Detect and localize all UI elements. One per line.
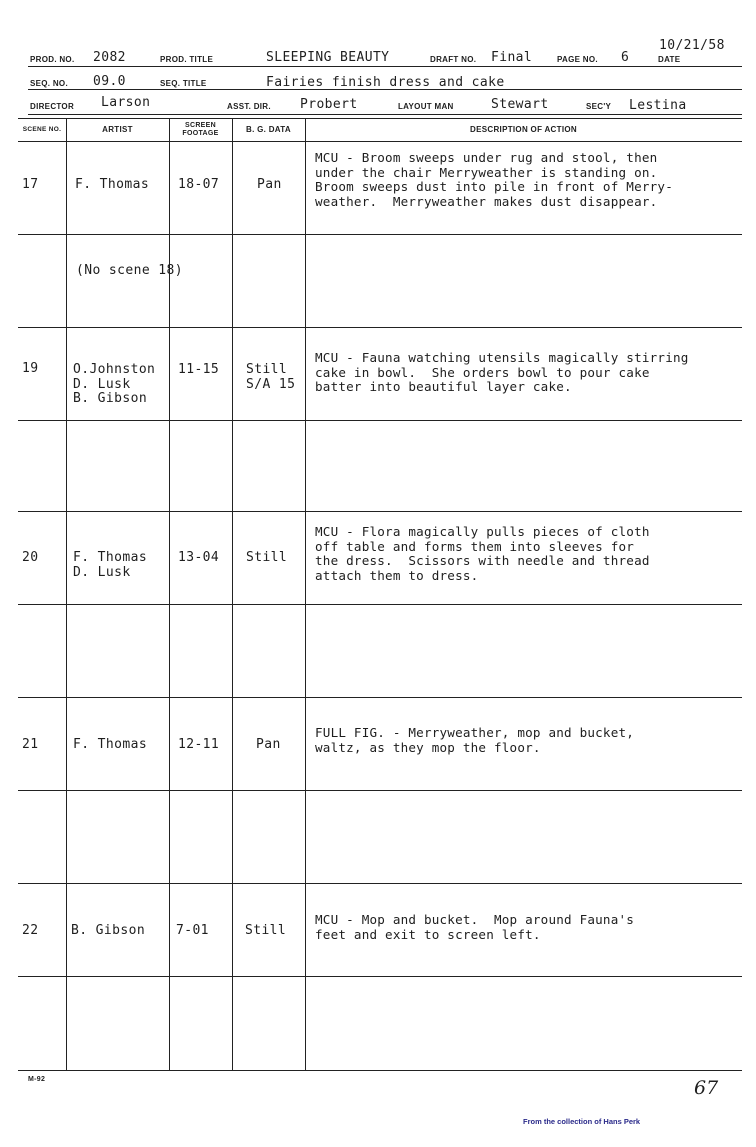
form-number: M-92 (28, 1076, 46, 1083)
artist: O.Johnston D. Lusk B. Gibson (73, 362, 156, 406)
rule-seq (28, 89, 742, 90)
asst-dir-label: ASST. DIR. (227, 102, 271, 111)
row-rule (18, 883, 742, 884)
asst-dir-value: Probert (300, 97, 358, 112)
draft-no-value: Final (491, 50, 533, 65)
bg-data: Still (245, 923, 287, 938)
row-rule (18, 790, 742, 791)
col-rule-2 (169, 118, 170, 1070)
rule-prod (28, 66, 742, 67)
description: FULL FIG. - Merryweather, mop and bucket, waltz, as they mop the floor. (315, 725, 635, 755)
artist: B. Gibson (71, 923, 146, 938)
row-rule (18, 697, 742, 698)
scene-number: 21 (22, 737, 39, 752)
seq-no-label: SEQ. NO. (30, 79, 68, 88)
table-bottom-rule (18, 1070, 742, 1071)
scene-number: 20 (22, 550, 39, 565)
no-scene-note: (No scene 18) (76, 263, 183, 278)
secy-value: Lestina (629, 98, 687, 113)
date-label: DATE (658, 55, 681, 64)
layout-man-value: Stewart (491, 97, 549, 112)
description: MCU - Mop and bucket. Mop around Fauna's feet and exit to screen left. (315, 912, 635, 942)
page-no-label: PAGE NO. (557, 55, 598, 64)
seq-no-value: 09.0 (93, 74, 126, 89)
row-rule (18, 234, 742, 235)
scene-number: 19 (22, 361, 39, 376)
col-header-description: DESCRIPTION OF ACTION (470, 125, 577, 134)
rule-director (28, 114, 742, 115)
description: MCU - Broom sweeps under rug and stool, then under the chair Merryweather is standing on. Broom sweeps dust into pile in front of Merry- weather. Merryweather makes dust disappear. (315, 150, 673, 209)
seq-title-label: SEQ. TITLE (160, 79, 207, 88)
bg-data: Pan (257, 177, 282, 192)
prod-no-value: 2082 (93, 50, 126, 65)
screen-footage: 12-11 (178, 737, 220, 752)
col-rule-1 (66, 118, 67, 1070)
description: MCU - Fauna watching utensils magically stirring cake in bowl. She orders bowl to pour cake batter into beautiful layer cake. (315, 350, 689, 394)
secy-label: SEC'Y (586, 102, 612, 111)
prod-title-label: PROD. TITLE (160, 55, 214, 64)
scene-number: 22 (22, 923, 39, 938)
description: MCU - Flora magically pulls pieces of cloth off table and forms them into sleeves for the dress. Scissors with needle and thread attach them to dress. (315, 524, 650, 583)
row-rule (18, 604, 742, 605)
seq-title-value: Fairies finish dress and cake (266, 75, 505, 90)
draft-no-label: DRAFT NO. (430, 55, 477, 64)
artist: F. Thomas (75, 177, 150, 192)
artist: F. Thomas D. Lusk (73, 550, 148, 580)
scene-number: 17 (22, 177, 39, 192)
prod-title-value: SLEEPING BEAUTY (266, 50, 390, 65)
director-label: DIRECTOR (30, 102, 75, 111)
bg-data: Pan (256, 737, 281, 752)
screen-footage: 18-07 (178, 177, 220, 192)
layout-man-label: LAYOUT MAN (398, 102, 454, 111)
bg-data: Still S/A 15 (246, 362, 296, 392)
row-rule (18, 976, 742, 977)
row-rule (18, 420, 742, 421)
col-header-bg: B. G. DATA (246, 125, 291, 134)
row-rule (18, 511, 742, 512)
date-value: 10/21/58 (659, 38, 725, 53)
director-value: Larson (101, 95, 151, 110)
prod-no-label: PROD. NO. (30, 55, 75, 64)
row-rule (18, 327, 742, 328)
screen-footage: 13-04 (178, 550, 220, 565)
table-header-rule (18, 141, 742, 142)
col-rule-4 (305, 118, 306, 1070)
screen-footage: 11-15 (178, 362, 220, 377)
col-rule-3 (232, 118, 233, 1070)
col-header-artist: ARTIST (102, 125, 133, 134)
page-no-value: 6 (621, 50, 630, 65)
col-header-scene: SCENE NO. (22, 126, 62, 133)
screen-footage: 7-01 (176, 923, 209, 938)
handwritten-page-number: 67 (694, 1077, 719, 1099)
col-header-footage: SCREEN FOOTAGE (182, 122, 219, 137)
bg-data: Still (246, 550, 288, 565)
artist: F. Thomas (73, 737, 148, 752)
collection-credit: From the collection of Hans Perk (523, 1117, 641, 1126)
